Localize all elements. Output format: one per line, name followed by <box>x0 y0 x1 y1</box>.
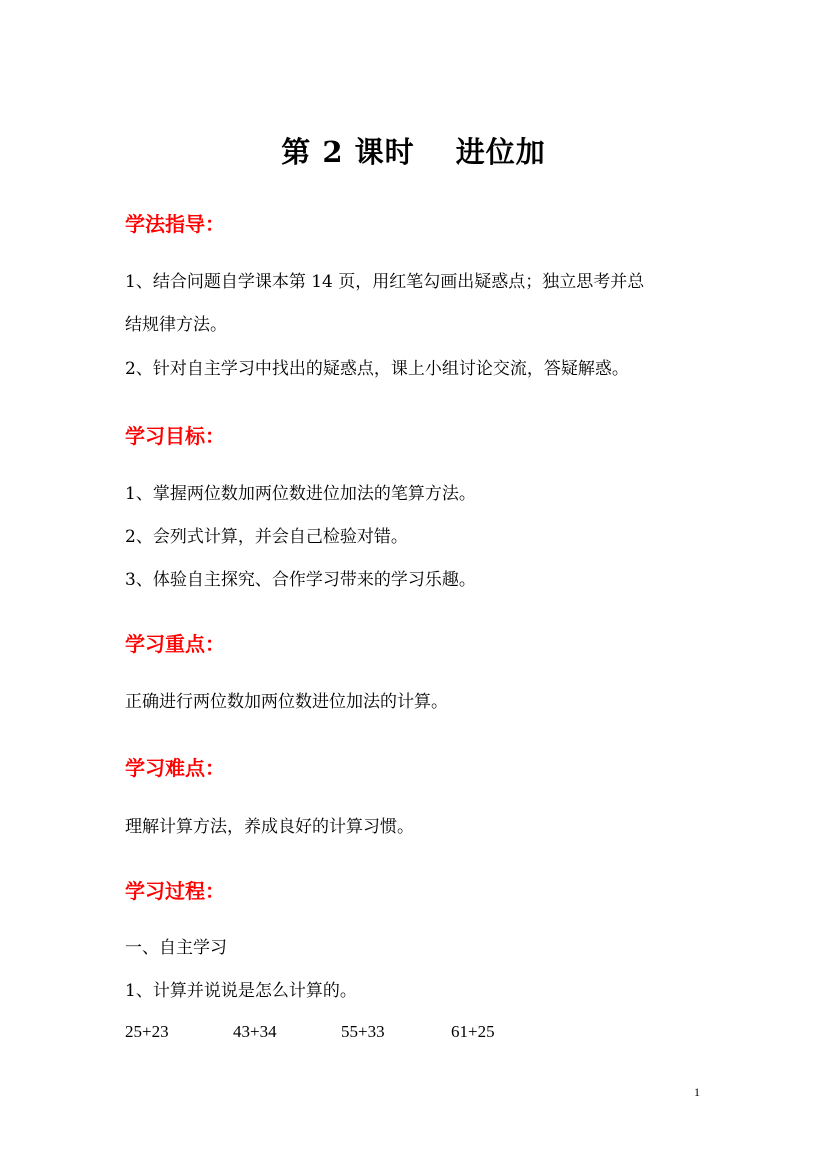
goals-line-2: 2、会列式计算，并会自己检验对错。 <box>125 527 408 547</box>
method-line-3: 2、针对自主学习中找出的疑惑点，课上小组讨论交流，答疑解惑。 <box>125 359 629 379</box>
goals-line-1: 1、掌握两位数加两位数进位加法的笔算方法。 <box>125 484 476 504</box>
section-heading-goals: 学习目标： <box>125 424 225 448</box>
calculation-item: 55+33 <box>341 1022 385 1041</box>
process-line-1: 一、自主学习 <box>125 938 227 958</box>
process-line-2: 1、计算并说说是怎么计算的。 <box>125 981 357 1001</box>
page-title: 第 2 课时 进位加 <box>281 135 546 169</box>
calculation-item: 61+25 <box>451 1022 495 1041</box>
method-line-1: 1、结合问题自学课本第 14 页，用红笔勾画出疑惑点；独立思考并总 <box>125 272 645 292</box>
calculation-item: 25+23 <box>125 1022 169 1041</box>
section-heading-difficulty: 学习难点： <box>125 756 225 780</box>
calculation-item: 43+34 <box>233 1022 277 1041</box>
section-heading-key-point: 学习重点： <box>125 632 225 656</box>
section-heading-process: 学习过程： <box>125 879 225 903</box>
page-number: 1 <box>694 1085 700 1099</box>
method-line-2: 结规律方法。 <box>125 315 227 335</box>
section-heading-method: 学法指导： <box>125 212 225 236</box>
difficulty-line-1: 理解计算方法，养成良好的计算习惯。 <box>125 817 414 837</box>
goals-line-3: 3、体验自主探究、合作学习带来的学习乐趣。 <box>125 570 476 590</box>
key-point-line-1: 正确进行两位数加两位数进位加法的计算。 <box>125 692 448 712</box>
